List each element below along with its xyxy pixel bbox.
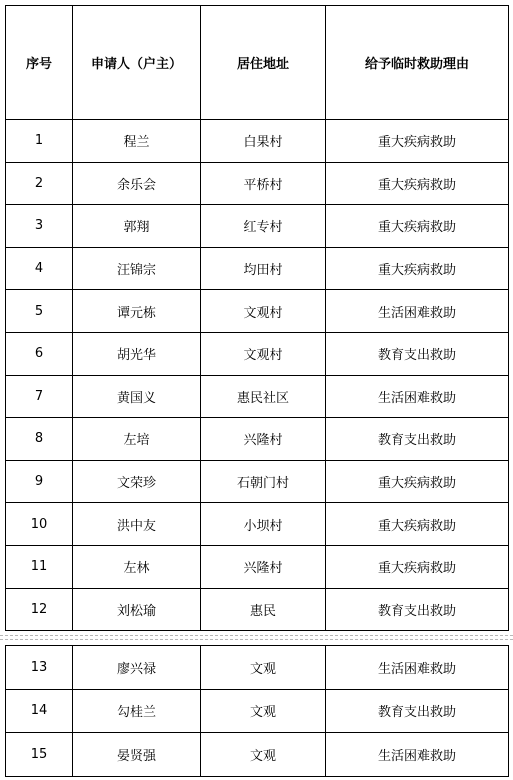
cell-index: 13 [6,646,73,690]
page-break-divider [0,635,513,641]
cell-address: 平桥村 [201,162,326,205]
cell-applicant: 廖兴禄 [73,646,201,690]
cell-reason: 教育支出救助 [326,418,509,461]
table-row [6,733,509,777]
cell-index: 15 [6,733,73,777]
table-row [6,588,509,631]
cell-address: 文观村 [201,290,326,333]
cell-reason: 生活困难救助 [326,733,509,777]
cell-index: 5 [6,290,73,333]
cell-reason: 重大疾病救助 [326,545,509,588]
cell-reason: 重大疾病救助 [326,503,509,546]
cell-reason: 重大疾病救助 [326,460,509,503]
cell-applicant: 晏贤强 [73,733,201,777]
cell-applicant: 文荣珍 [73,460,201,503]
relief-table [5,5,509,631]
cell-index: 8 [6,418,73,461]
cell-address: 文观 [201,733,326,777]
cell-index: 11 [6,545,73,588]
cell-index: 9 [6,460,73,503]
cell-address: 均田村 [201,247,326,290]
cell-reason: 教育支出救助 [326,689,509,733]
cell-applicant: 谭元栋 [73,290,201,333]
cell-index: 10 [6,503,73,546]
cell-applicant: 黄国义 [73,375,201,418]
table-row [6,205,509,248]
cell-reason: 教育支出救助 [326,332,509,375]
table-row [6,460,509,503]
header-reason: 给予临时救助理由 [326,6,509,120]
cell-applicant: 左林 [73,545,201,588]
cell-address: 惠民 [201,588,326,631]
cell-reason: 重大疾病救助 [326,247,509,290]
cell-reason: 教育支出救助 [326,588,509,631]
cell-address: 文观 [201,689,326,733]
table-row [6,375,509,418]
cell-applicant: 勾桂兰 [73,689,201,733]
cell-address: 惠民社区 [201,375,326,418]
cell-address: 文观 [201,646,326,690]
cell-index: 14 [6,689,73,733]
cell-address: 白果村 [201,120,326,163]
table-row [6,646,509,690]
cell-reason: 重大疾病救助 [326,120,509,163]
cell-applicant: 刘松瑜 [73,588,201,631]
table-row [6,247,509,290]
table-row [6,545,509,588]
relief-table-continued [5,645,509,777]
table-row [6,418,509,461]
cell-applicant: 程兰 [73,120,201,163]
cell-applicant: 余乐会 [73,162,201,205]
cell-index: 7 [6,375,73,418]
cell-applicant: 胡光华 [73,332,201,375]
cell-reason: 生活困难救助 [326,646,509,690]
cell-reason: 重大疾病救助 [326,205,509,248]
cell-reason: 生活困难救助 [326,290,509,333]
cell-reason: 重大疾病救助 [326,162,509,205]
cell-applicant: 汪锦宗 [73,247,201,290]
table-row [6,503,509,546]
cell-index: 1 [6,120,73,163]
table-row [6,689,509,733]
cell-index: 12 [6,588,73,631]
cell-reason: 生活困难救助 [326,375,509,418]
cell-address: 兴隆村 [201,545,326,588]
cell-address: 兴隆村 [201,418,326,461]
cell-applicant: 洪中友 [73,503,201,546]
cell-address: 石朝门村 [201,460,326,503]
table-row [6,162,509,205]
cell-index: 6 [6,332,73,375]
cell-applicant: 左培 [73,418,201,461]
table-row [6,290,509,333]
cell-address: 文观村 [201,332,326,375]
header-index: 序号 [6,6,73,120]
table-row [6,120,509,163]
header-applicant: 申请人（户主） [73,6,201,120]
table-row [6,332,509,375]
cell-address: 小坝村 [201,503,326,546]
cell-applicant: 郭翔 [73,205,201,248]
header-address: 居住地址 [201,6,326,120]
table-header-row [6,6,509,120]
cell-index: 2 [6,162,73,205]
cell-address: 红专村 [201,205,326,248]
cell-index: 4 [6,247,73,290]
cell-index: 3 [6,205,73,248]
